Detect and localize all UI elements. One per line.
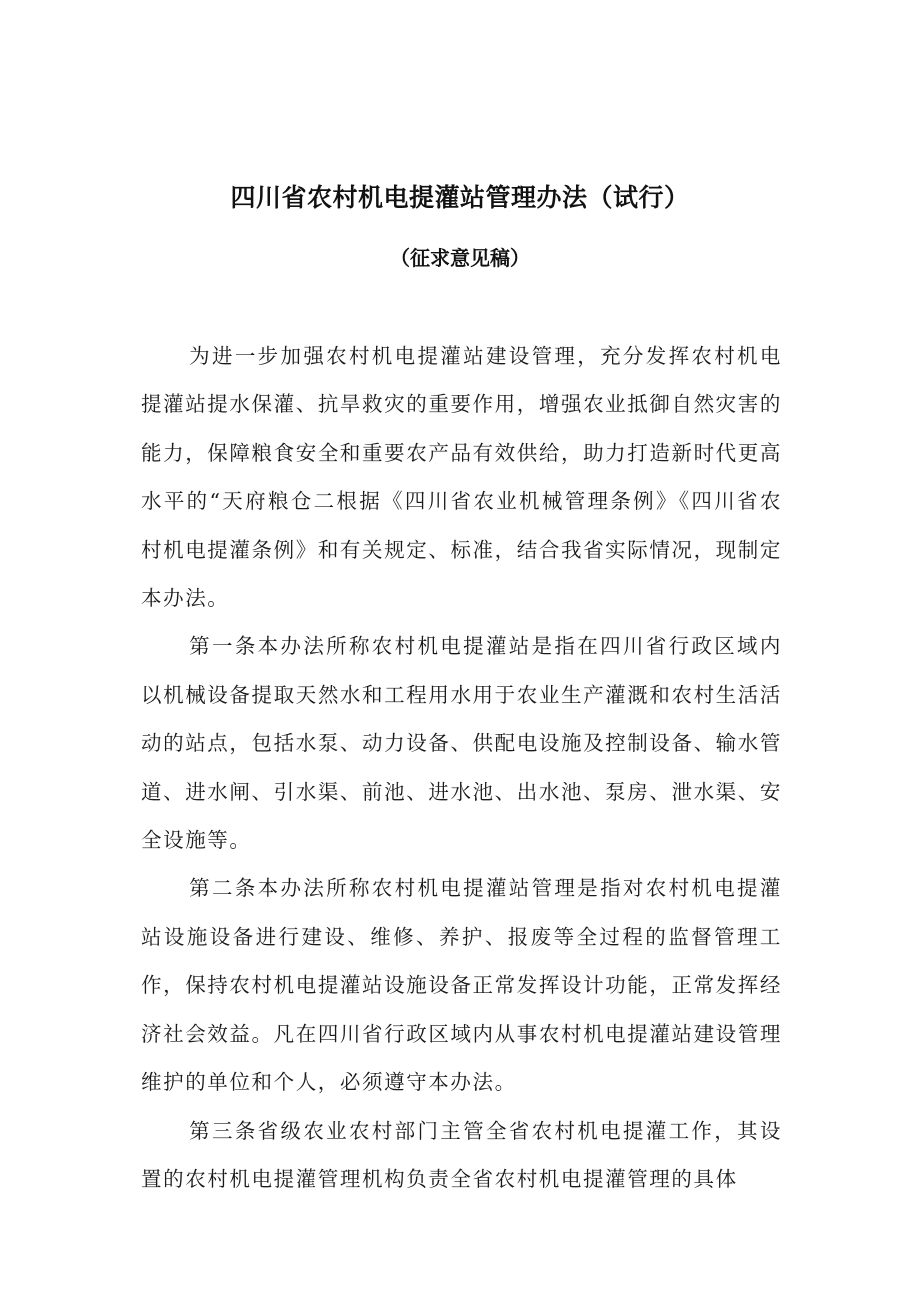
document-body (141, 332, 782, 1203)
document-subtitle: （征求意见稿） (390, 246, 530, 270)
document-title: 四川省农村机电提灌站管理办法（试行） (230, 183, 690, 212)
paragraph-preamble: 为进一步加强农村机电提灌站建设管理，充分发挥农村机电提灌站提水保灌、抗旱救灾的重要作用，增强农业抵御自然灾害的能力，保障粮食安全和重要农产品有效供给，助力打造新时代更高水平的“天府粮仓二根据《四川省农业机械管理条例》《四川省农村机电提灌条例》和有关规定、标准，结合我省实际情况，现制定本办法。 (141, 344, 782, 611)
paragraph-article-2: 第二条本办法所称农村机电提灌站管理是指对农村机电提灌站设施设备进行建设、维修、养护、报废等全过程的监督管理工作，保持农村机电提灌站设施设备正常发挥设计功能，正常发挥经济社会效益。凡在四川省行政区域内从事农村机电提灌站建设管理维护的单位和个人，必须遵守本办法。 (141, 876, 782, 1095)
paragraph-article-3: 第三条省级农业农村部门主管全省农村机电提灌工作，其设置的农村机电提灌管理机构负责全省农村机电提灌管理的具体 (141, 1118, 782, 1191)
paragraph-article-1: 第一条本办法所称农村机电提灌站是指在四川省行政区域内以机械设备提取天然水和工程用水用于农业生产灌溉和农村生活活动的站点，包括水泵、动力设备、供配电设施及控制设备、输水管道、进水闸、引水渠、前池、进水池、出水池、泵房、泄水渠、安全设施等。 (141, 634, 782, 853)
